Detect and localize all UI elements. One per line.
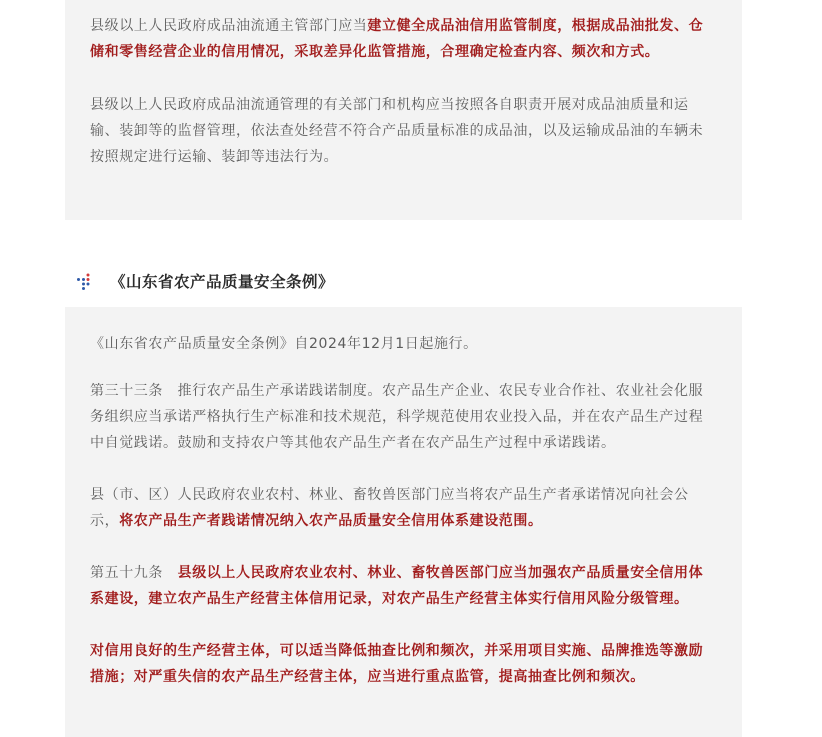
article-59-emphasis: 县级以上人民政府农业农村、林业、畜牧兽医部门应当加强农产品质量安全信用体系建设，建立农产品生产经营主体信用记录，对农产品生产经营主体实行信用风险分级管理。 (90, 565, 704, 607)
paragraph-disclosure-emphasis: 将农产品生产者践诺情况纳入农产品质量安全信用体系建设范围。 (119, 513, 543, 529)
paragraph-fuel-credit-emphasis: 建立健全成品油信用监管制度，根据成品油批发、仓储和零售经营企业的信用情况，采取差异化监管措施，合理确定检查内容、频次和方式。 (90, 18, 704, 60)
article-59-label: 第五十九条 (90, 565, 178, 581)
section-title: 《山东省农产品质量安全条例》 (110, 273, 335, 291)
top-text-panel (65, 0, 742, 220)
paragraph-disclosure-lead: 县（市、区）人民政府农业农村、林业、畜牧兽医部门应当将农产品生产者承诺情况向社会公示， (90, 487, 689, 529)
section-heading (76, 266, 334, 296)
dot-grid-icon (76, 272, 94, 290)
paragraph-article-33: 第三十三条 推行农产品生产承诺践诺制度。农产品生产企业、农民专业合作社、农业社会化服务组织应当承诺严格执行生产标准和技术规范，科学规范使用农业投入品，并在农产品生产过程中自觉践诺。鼓励和支持农户等其他农产品生产者在农产品生产过程中承诺践诺。 (90, 383, 704, 451)
paragraph-article-59 (90, 560, 716, 612)
paragraph-fuel-credit (90, 13, 716, 65)
paragraph-disclosure (90, 482, 716, 534)
bottom-text-panel (65, 307, 742, 737)
paragraph-intro: 《山东省农产品质量安全条例》自2024年12月1日起施行。 (90, 336, 478, 352)
paragraph-credit-measures: 对信用良好的生产经营主体，可以适当降低抽查比例和频次，并采用项目实施、品牌推选等激励措施；对严重失信的农产品生产经营主体，应当进行重点监管，提高抽查比例和频次。 (90, 643, 704, 685)
paragraph-fuel-credit-lead: 县级以上人民政府成品油流通主管部门应当 (90, 18, 368, 34)
paragraph-fuel-quality: 县级以上人民政府成品油流通管理的有关部门和机构应当按照各自职责开展对成品油质量和运输、装卸等的监督管理，依法查处经营不符合产品质量标准的成品油，以及运输成品油的车辆未按照规定进行运输、装卸等违法行为。 (90, 97, 704, 165)
